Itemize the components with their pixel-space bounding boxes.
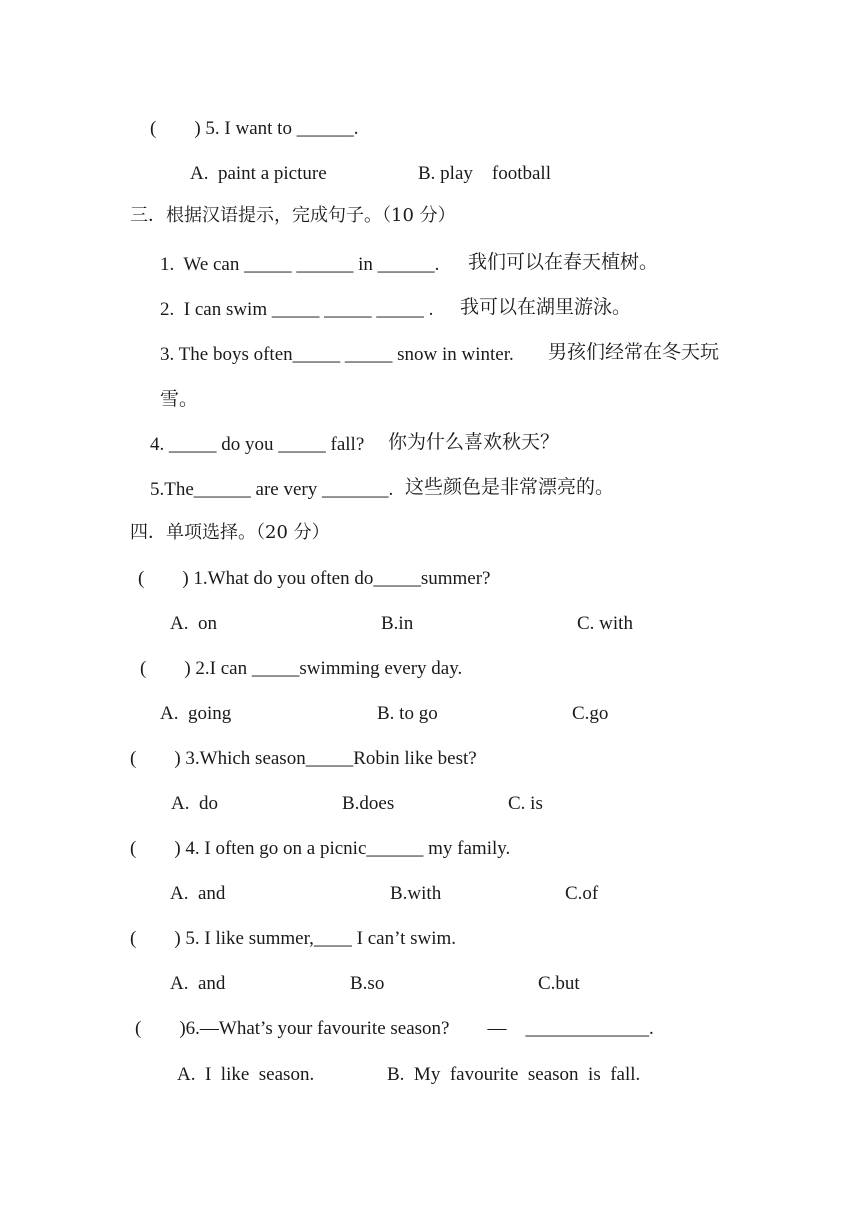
option-c: C.but <box>538 973 580 994</box>
question-stem: ( ) 1.What do you often do_____summer? <box>138 568 491 589</box>
question-stem: ( ) 5. I like summer,____ I can’t swim. <box>130 928 457 949</box>
option-c: C.of <box>565 883 599 904</box>
option-b: B.in <box>381 613 414 634</box>
option-b: B.so <box>350 973 385 994</box>
option-a: A. do <box>171 793 218 814</box>
question-stem: ( ) 3.Which season_____Robin like best? <box>130 748 477 769</box>
option-b: B.does <box>342 793 395 814</box>
sentence-english: 2. I can swim _____ _____ _____ . <box>160 299 434 320</box>
option-a: A. going <box>160 703 232 724</box>
question-stem: ( ) 4. I often go on a picnic______ my family. <box>130 838 511 859</box>
sentence-chinese: 男孩们经常在冬天玩 <box>548 341 720 363</box>
option-a: A. and <box>170 883 226 904</box>
option-c: C.go <box>572 703 609 724</box>
sentence-chinese: 我可以在湖里游泳。 <box>460 296 632 318</box>
section-heading: 四．单项选择。（20 分） <box>130 522 330 543</box>
option-b: B. play football <box>418 163 551 184</box>
sentence-english: 1. We can _____ ______ in ______. <box>160 254 440 275</box>
option-c: C. is <box>508 793 543 814</box>
option-b: B. to go <box>377 703 438 724</box>
sentence-english: 4. _____ do you _____ fall? <box>150 434 365 455</box>
sentence-chinese: 你为什么喜欢秋天？ <box>388 431 560 453</box>
sentence-chinese: 我们可以在春天植树。 <box>468 251 659 273</box>
sentence-english: 5.The______ are very _______. <box>150 479 394 500</box>
option-a: A. on <box>170 613 217 634</box>
option-a: A. and <box>170 973 226 994</box>
option-a: A. I like season. <box>177 1064 315 1085</box>
sentence-chinese: 这些颜色是非常漂亮的。 <box>405 476 615 498</box>
sentence-chinese-continued: 雪。 <box>160 388 199 410</box>
option-c: C. with <box>577 613 633 634</box>
section-heading: 三．根据汉语提示，完成句子。（10 分） <box>130 205 456 226</box>
question-stem: ( )6.—What’s your favourite season? — _____________. <box>135 1018 654 1039</box>
option-b: B.with <box>390 883 442 904</box>
option-a: A. paint a picture <box>190 163 327 184</box>
question-stem: ( ) 2.I can _____swimming every day. <box>140 658 463 679</box>
option-b: B. My favourite season is fall. <box>387 1064 641 1085</box>
sentence-english: 3. The boys often_____ _____ snow in winter. <box>160 344 514 365</box>
question-stem: ( ) 5. I want to ______. <box>150 118 359 139</box>
